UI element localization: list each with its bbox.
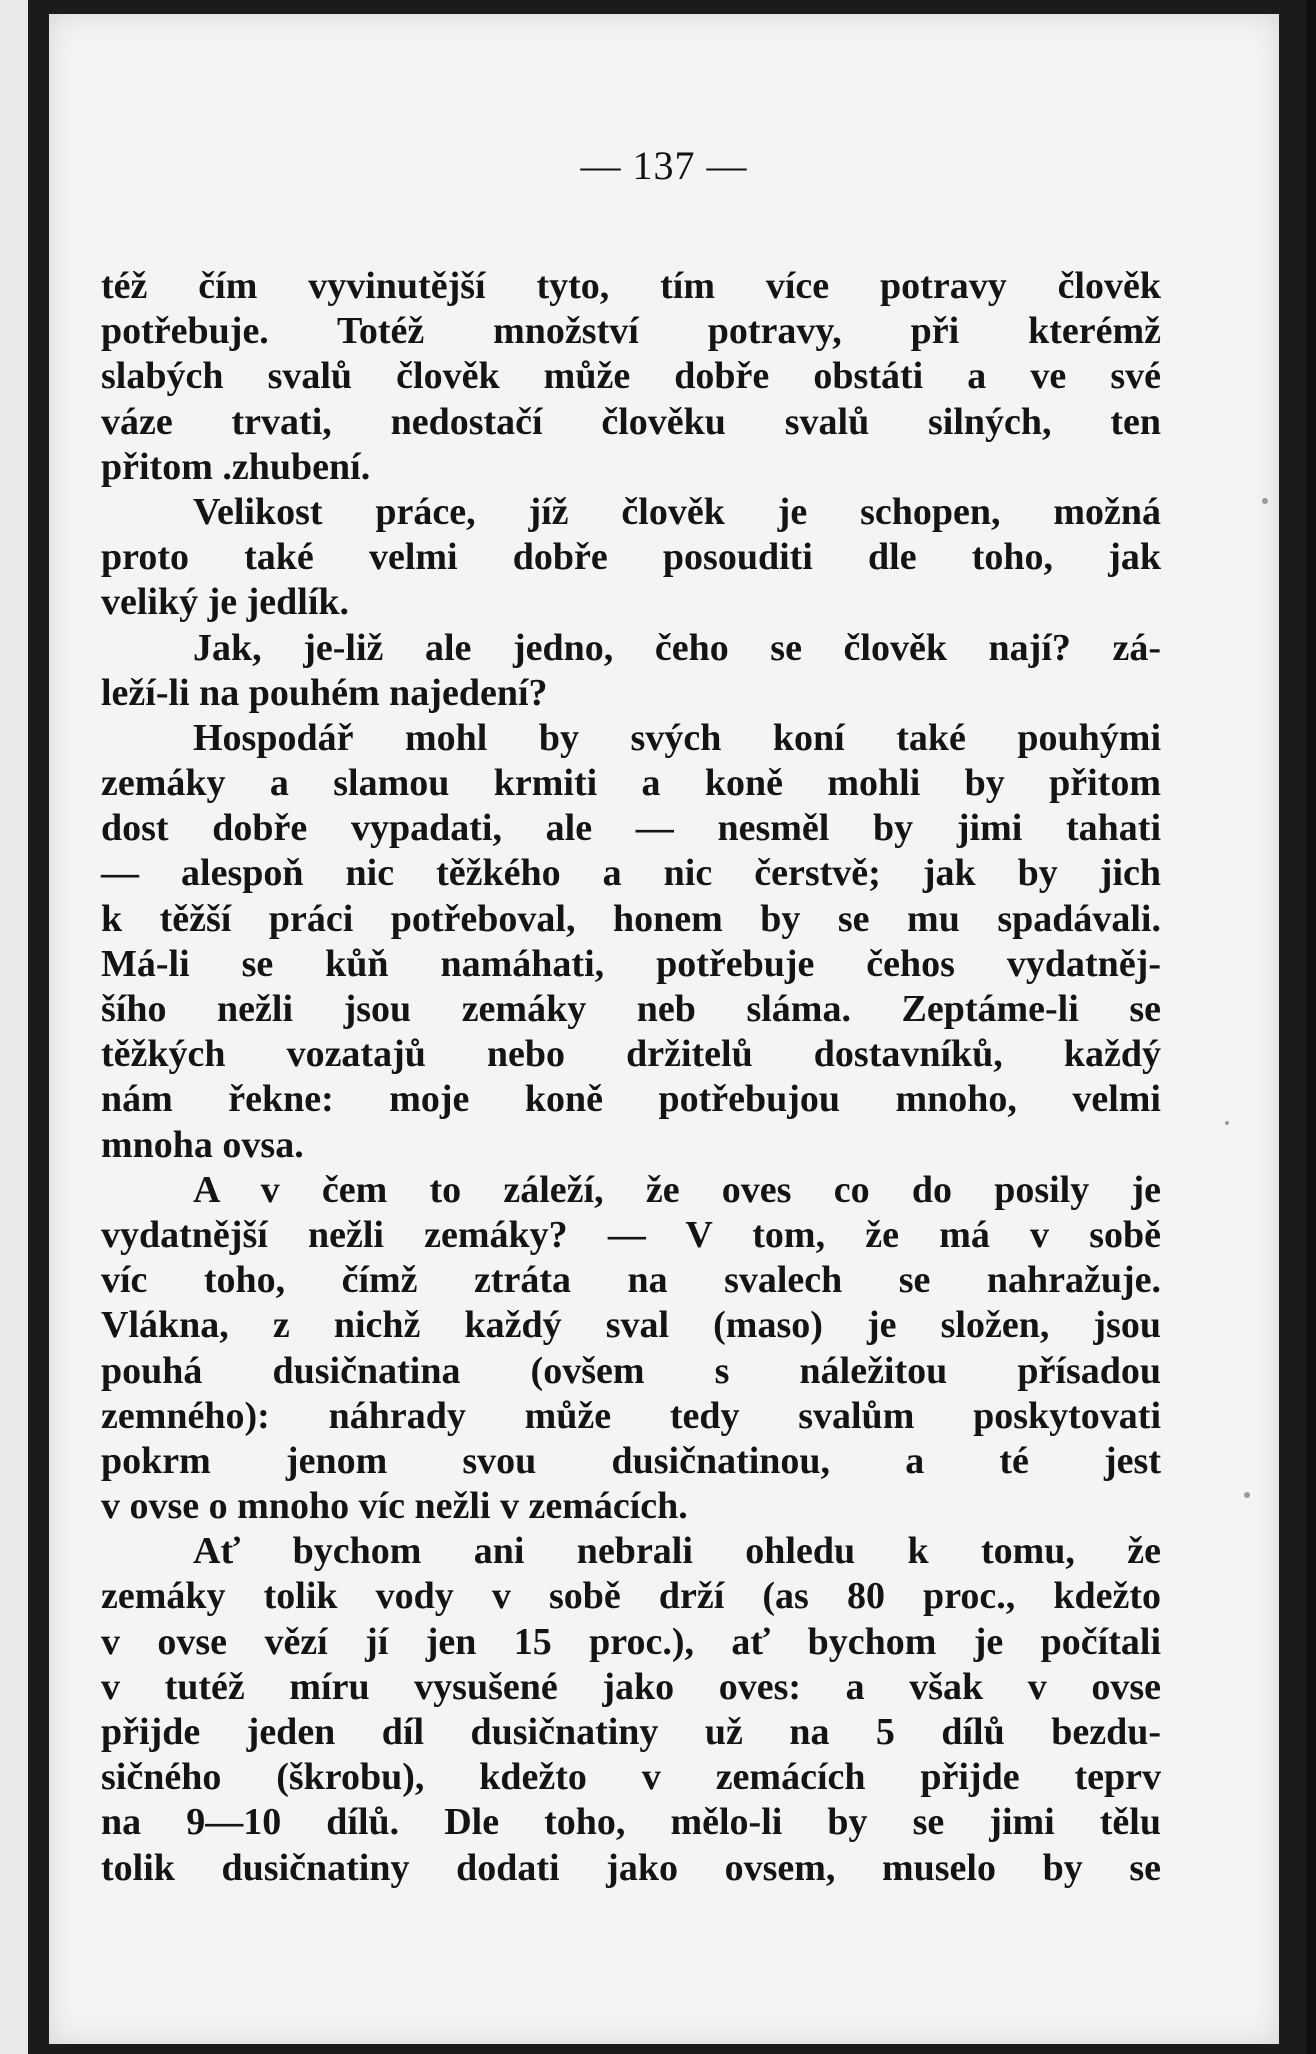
text-line: tolik dusičnatiny dodati jako ovsem, muselo by se [101,1846,1161,1889]
scan-border [1306,0,1316,2054]
text-line: zemáky tolik vody v sobě drží (as 80 proc., kdežto [101,1575,1161,1618]
text-line: mnoha ovsa. [101,1123,304,1166]
text-line: Má-li se kůň namáhati, potřebuje čehos vydatněj- [101,942,1161,985]
text-line: pouhá dusičnatina (ovšem s náležitou přísadou [101,1349,1161,1392]
text-line: veliký je jedlík. [101,581,350,624]
text-line: — alespoň nic těžkého a nic čerstvě; jak by jich [101,852,1161,895]
text-line: v ovse o mnoho víc nežli v zemácích. [101,1485,688,1528]
text-line: dost dobře vypadati, ale — nesměl by jimi tahati [101,807,1161,850]
text-line: v ovse vězí jí jen 15 proc.), ať bychom je počítali [101,1620,1161,1663]
body-text [101,264,1161,1891]
facing-page-edge [0,0,28,2054]
text-line: přijde jeden díl dusičnatiny už na 5 dílů bezdu- [101,1711,1161,1753]
text-line: Ať bychom ani nebrali ohledu k tomu, že [193,1530,1161,1573]
text-line: slabých svalů člověk může dobře obstáti a ve své [101,355,1161,398]
text-line: leží-li na pouhém najedení? [101,671,548,714]
paper-speck [1244,1492,1250,1498]
text-line: Velikost práce, jíž člověk je schopen, možná [193,490,1161,533]
text-line: přitom .zhubení. [101,445,371,488]
text-line: šího nežli jsou zemáky neb sláma. Zeptáme-li se [101,988,1161,1030]
text-line: v tutéž míru vysušené jako oves: a však v ovse [101,1665,1161,1708]
page-number: — 137 — [580,143,748,188]
text-line: vydatnější nežli zemáky? — V tom, že má v sobě [101,1213,1161,1256]
book-page [49,14,1279,2044]
text-line: zemného): náhrady může tedy svalům poskytovati [101,1394,1161,1437]
text-line: A v čem to záleží, že oves co do posily je [193,1168,1161,1211]
text-line: Jak, je-liž ale jedno, čeho se člověk nají? zá- [193,626,1161,669]
text-line: nám řekne: moje koně potřebujou mnoho, velmi [101,1078,1161,1121]
text-line: sičného (škrobu), kdežto v zemácích přijde teprv [101,1756,1161,1799]
text-line: Hospodář mohl by svých koní také pouhými [193,716,1161,759]
text-line: k těžší práci potřeboval, honem by se mu spadávali. [101,897,1161,940]
text-line: na 9—10 dílů. Dle toho, mělo-li by se jimi tělu [101,1801,1161,1844]
text-line: Vlákna, z nichž každý sval (maso) je složen, jsou [101,1304,1161,1347]
text-line: potřebuje. Totéž množství potravy, při kterémž [101,310,1161,353]
text-line: víc toho, čímž ztráta na svalech se nahražuje. [101,1259,1161,1302]
paper-speck [1225,1121,1229,1125]
text-line: zemáky a slamou krmiti a koně mohli by přitom [101,762,1161,805]
paper-speck [1262,498,1268,504]
text-line: těžkých vozatajů nebo držitelů dostavníků, každý [101,1033,1161,1076]
text-line: proto také velmi dobře posouditi dle toho, jak [101,536,1161,579]
text-line: pokrm jenom svou dusičnatinou, a té jest [101,1439,1161,1482]
text-line: též čím vyvinutější tyto, tím více potravy člověk [101,265,1161,307]
text-line: váze trvati, nedostačí člověku svalů silných, ten [101,400,1161,443]
